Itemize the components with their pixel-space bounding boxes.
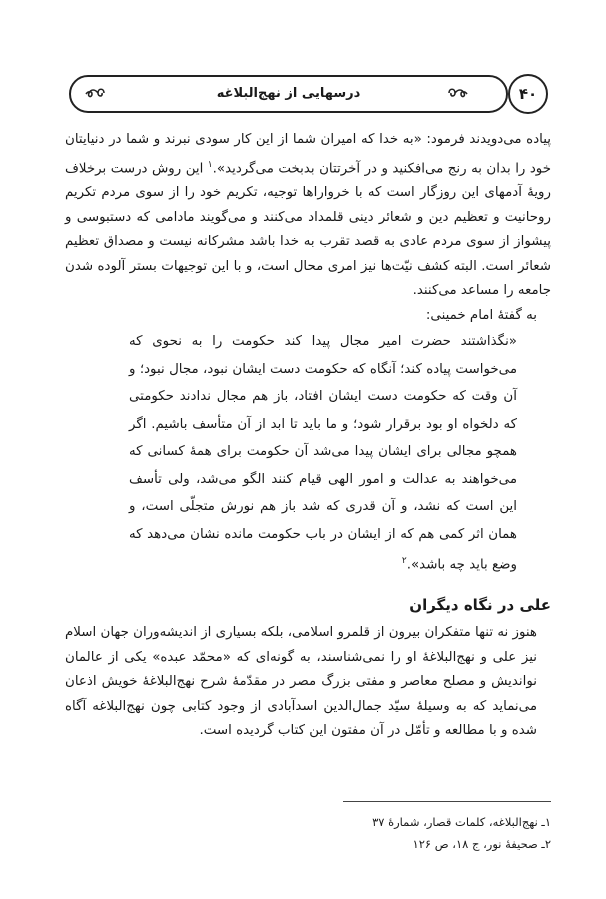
footnotes [65,811,551,855]
paragraph-2: هنوز نه تنها متفکران بیرون از قلمرو اسلامی، بلکه بسیاری از اندیشه‌وران جهان اسلام نیز علی و نهج‌البلاغهٔ او را نمی‌شناسند، به گونه‌ای که «محمّد عبده» یکی از عالمان نواندیش و مصلح معاصر و مفتی بزرگ مصر در مقدّمهٔ شرح نهج‌البلاغهٔ خویش اذعان می‌نماید که به وسیلهٔ سیّد جمال‌الدین اسدآبادی از وجود کتابی چون نهج‌البلاغه آگاه شده و با مطالعه و تأمّل در آن مفتون این کتاب گردیده است. [65,625,537,739]
page-body [65,128,551,744]
running-header [69,75,508,113]
quotation-block [65,328,551,579]
ornament-swirl-icon [446,85,470,101]
page-number: ۴۰ [508,74,548,114]
running-header-title: درسهایی از نهج‌البلاغه [216,86,361,101]
footnote-1: ۱ـ نهج‌البلاغه، کلمات قصار، شمارهٔ ۳۷ [372,815,551,829]
quote-intro: به گفتهٔ امام خمینی: [425,307,537,323]
paragraph-1-text: پیاده می‌دویدند فرمود: «به خدا که امیران شما از این کار سودی نبرند و شما در دنیایتان خود را بدان به رنج می‌افکنید و در آخرتتان بدبخت می‌گردید». [65,132,551,176]
paragraph-1 [65,128,551,304]
footnote-ref-2: ۲ [401,556,407,567]
footnote-divider [343,801,551,802]
paragraph-1-continued: این روش درست برخلاف رویهٔ آدمهای این روزگار است که با خرواراها توجیه، تکریم خود را از سوی مردم تکریم روحانیت و تعظیم دین و شعائر دینی قلمداد می‌کنند و می‌گویند مادامی که دستبوسی و پیشواز از سوی مردم عادی به قصد تقرب به خدا باشد مشرکانه نیست و مصداق تعظیم شعائر است. البته کشف نیّت‌ها نیز امری محال است، و با این توجیهات بستر آلوده شدن جامعه را مساعد می‌کنند. [65,160,551,299]
footnote-2: ۲ـ صحیفهٔ نور، ج ۱۸، ص ۱۲۶ [412,837,551,851]
quotation-text: «نگذاشتند حضرت امیر مجال پیدا کند حکومت را به نحوی که می‌خواست پیاده کند؛ آنگاه که حکومت دست ایشان نبود، مجال نبود؛ و آن وقت که حکومت دست ایشان افتاد، باز هم مجال ندادند حکومتی که دلخواه او بود برقرار شود؛ و ما باید تا ابد از آن متأسف باشیم. اگر همچو مجالی برای ایشان پیدا می‌شد آن حکومت برای همهٔ کسانی که می‌خواهند به عدالت و امور الهی قیام کنند الگو می‌شد، ولی تأسف این است که نشد، و آن قدری که شد باز هم نورش متجلّی است، و همان اثر کمی هم که از ایشان در باب حکومت مانده نشان می‌دهد که وضع باید چه باشد». [129,334,517,573]
footnote-ref-1: ۱ [207,159,213,170]
ornament-swirl-icon [83,85,107,101]
section-heading: علی در نگاه دیگران [409,596,551,615]
